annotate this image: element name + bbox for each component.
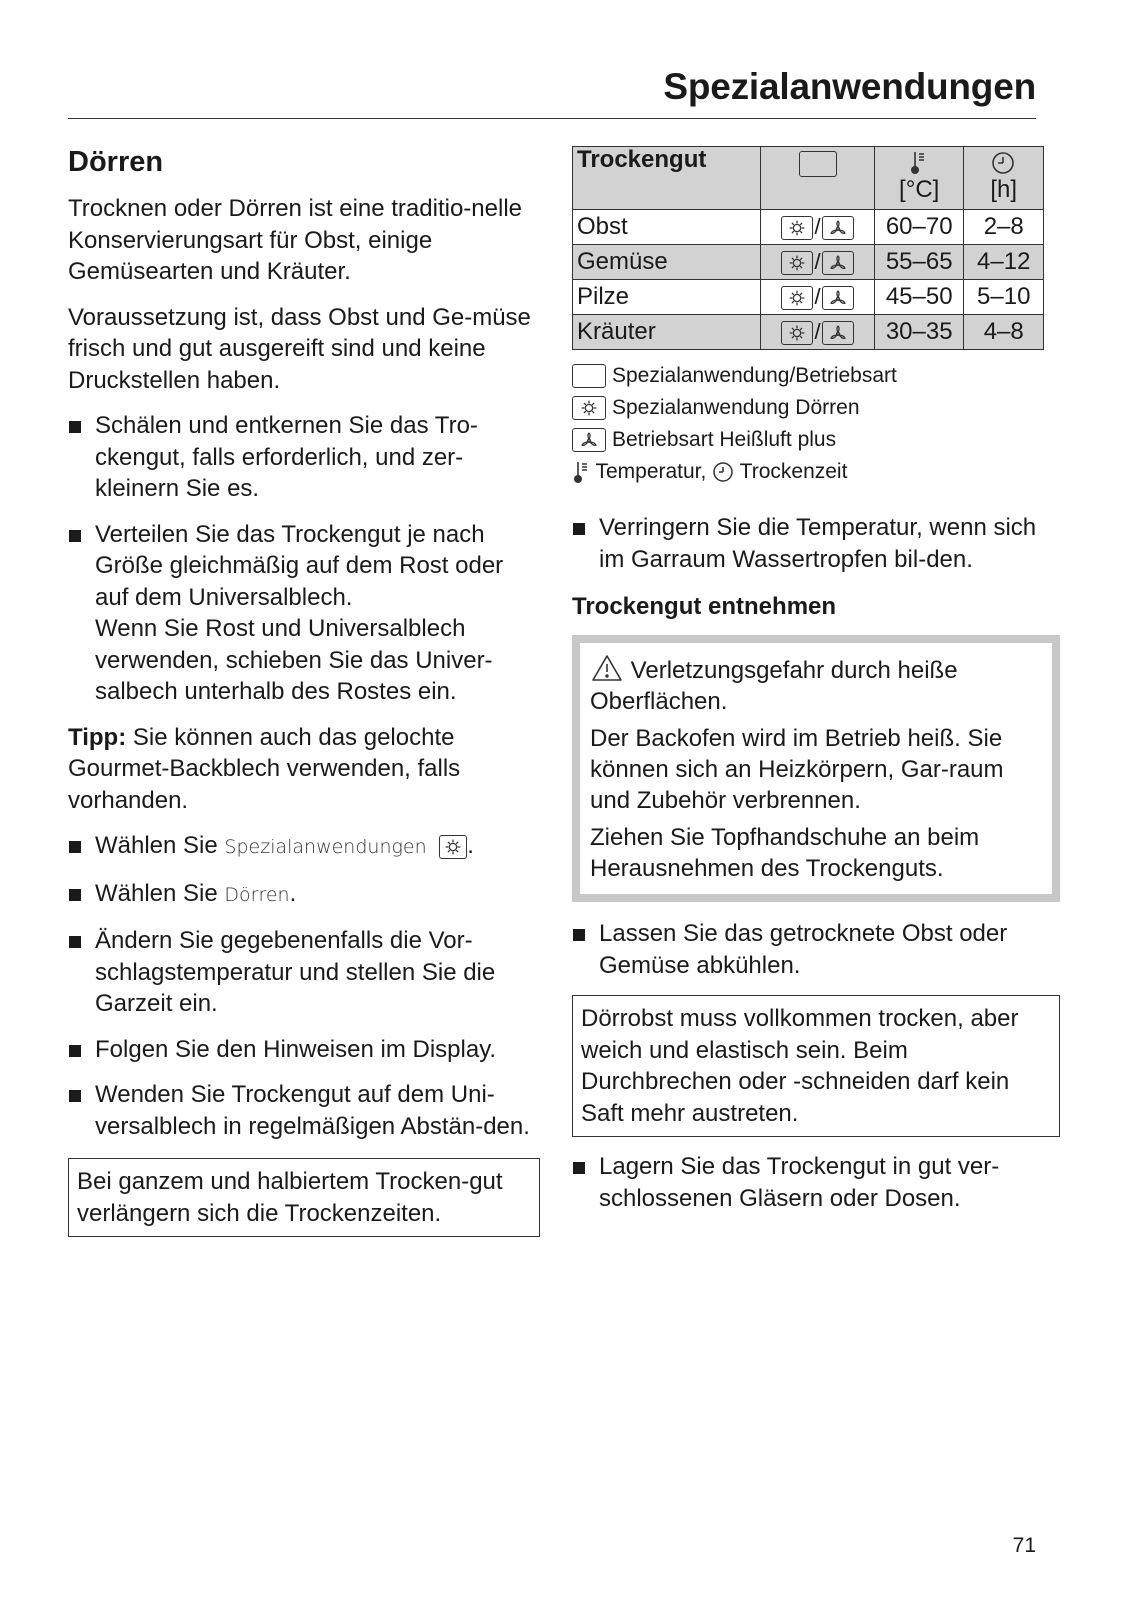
table-cell-time: 5–10	[964, 280, 1044, 315]
step-select-special	[68, 830, 540, 864]
table-cell-mode	[761, 315, 875, 350]
slash-separator: /	[814, 214, 821, 239]
slash-separator: /	[814, 284, 821, 309]
warning-text: Verletzungsgefahr durch heiße Oberflächen.	[590, 657, 958, 715]
subsection-title: Trockengut entnehmen	[572, 593, 837, 620]
step-peel: Schälen und entkernen Sie das Tro-ckengut, falls erforderlich, und zer-kleinern Sie es.	[68, 410, 540, 505]
drying-table	[572, 146, 1044, 350]
temp-unit: [°C]	[899, 176, 940, 203]
step-select-drying	[68, 878, 540, 912]
table-cell-mode	[761, 210, 875, 245]
table-cell-food: Kräuter	[573, 315, 761, 350]
fan-plus-icon	[822, 216, 854, 240]
fan-plus-icon	[822, 321, 854, 345]
step-distribute-note: Wenn Sie Rost und Universalblech verwenden, schieben Sie das Univer-salbech unterhalb des Rostes ein.	[95, 615, 493, 705]
fan-plus-icon	[822, 286, 854, 310]
intro-paragraph: Trocknen oder Dörren ist eine traditio-nelle Konservierungsart für Obst, einige Gemüsearten und Kräuter.	[68, 195, 522, 285]
drying-icon	[572, 396, 606, 420]
display-text-drying: Dörren	[224, 883, 290, 906]
operating-mode-icon	[799, 151, 837, 177]
slash-separator: /	[814, 319, 821, 344]
warning-box	[572, 635, 1060, 902]
table-row	[573, 210, 1044, 245]
warning-icon	[590, 653, 624, 683]
warning-text: Ziehen Sie Topfhandschuhe an beim Herausnehmen des Trockenguts.	[590, 824, 980, 882]
table-cell-temp: 60–70	[874, 210, 964, 245]
table-header-mode	[761, 147, 875, 210]
step-distribute	[68, 519, 540, 708]
fan-plus-icon	[572, 428, 606, 452]
operating-mode-icon	[572, 364, 606, 388]
legend-text: Betriebsart Heißluft plus	[612, 428, 837, 451]
left-column	[68, 140, 540, 1251]
table-row	[573, 315, 1044, 350]
drying-icon	[781, 251, 813, 275]
table-header-temp	[874, 147, 964, 210]
table-cell-time: 4–8	[964, 315, 1044, 350]
drying-icon	[781, 286, 813, 310]
step-distribute-text: Verteilen Sie das Trockengut je nach Größe gleichmäßig auf dem Rost oder auf dem Universalblech.	[95, 520, 504, 611]
step-store: Lagern Sie das Trockengut in gut ver-schlossenen Gläsern oder Dosen.	[572, 1151, 1060, 1214]
table-header-row	[573, 147, 1044, 210]
right-column	[572, 143, 1060, 1228]
fan-plus-icon	[822, 251, 854, 275]
table-cell-food: Obst	[573, 210, 761, 245]
table-row	[573, 245, 1044, 280]
warning-text: Der Backofen wird im Betrieb heiß. Sie können sich an Heizkörpern, Gar-raum und Zubehör verbrennen.	[590, 725, 1004, 814]
step-reduce-temp: Verringern Sie die Temperatur, wenn sich im Garraum Wassertropfen bil-den.	[572, 512, 1060, 575]
step-text: Wählen Sie	[95, 879, 225, 907]
page-number: 71	[1012, 1534, 1036, 1557]
legend-item	[572, 424, 1060, 456]
clock-icon	[968, 147, 1039, 177]
table-header-time	[964, 147, 1044, 210]
drying-icon	[781, 216, 813, 240]
thermometer-icon	[572, 459, 590, 485]
clock-icon	[712, 461, 734, 483]
legend-item	[572, 392, 1060, 424]
legend-text: Temperatur,	[595, 460, 707, 483]
tip-label: Tipp:	[68, 723, 127, 751]
step-text: Wählen Sie	[95, 832, 225, 859]
legend-text: Trockenzeit	[739, 460, 848, 483]
requirement-paragraph: Voraussetzung ist, dass Obst und Ge-müse frisch und gut ausgereift sind und keine Druckstellen haben.	[68, 303, 531, 394]
table-cell-mode	[761, 245, 875, 280]
step-turn: Wenden Sie Trockengut auf dem Uni-versalblech in regelmäßigen Abstän-den.	[68, 1079, 540, 1142]
drying-icon	[439, 835, 467, 859]
table-cell-time: 4–12	[964, 245, 1044, 280]
step-cool-down: Lassen Sie das getrocknete Obst oder Gemüse abkühlen.	[572, 918, 1060, 981]
table-cell-temp: 30–35	[874, 315, 964, 350]
thermometer-icon	[879, 147, 960, 177]
note-box-drying-time: Bei ganzem und halbiertem Trocken-gut verlängern sich die Trockenzeiten.	[68, 1158, 540, 1237]
header-divider	[68, 118, 1036, 119]
table-cell-mode	[761, 280, 875, 315]
legend-text: Spezialanwendung Dörren	[612, 396, 860, 419]
display-text-special: Spezialanwendungen	[224, 836, 427, 858]
table-cell-temp: 45–50	[874, 280, 964, 315]
drying-icon	[781, 321, 813, 345]
tip-paragraph	[68, 722, 540, 817]
slash-separator: /	[814, 249, 821, 274]
time-unit: [h]	[990, 176, 1018, 203]
note-box-dried-fruit: Dörrobst muss vollkommen trocken, aber weich und elastisch sein. Beim Durchbrechen oder -schneiden darf kein Saft mehr austreten.	[572, 995, 1060, 1137]
page-header-title: Spezialanwendungen	[663, 66, 1036, 107]
step-suffix: .	[467, 832, 474, 859]
table-cell-temp: 55–65	[874, 245, 964, 280]
warning-heading	[590, 653, 1042, 717]
legend-item	[572, 456, 1060, 488]
table-legend	[572, 360, 1060, 488]
step-follow-display: Folgen Sie den Hinweisen im Display.	[68, 1034, 540, 1066]
table-cell-food: Gemüse	[573, 245, 761, 280]
step-suffix: .	[289, 879, 297, 907]
legend-text: Spezialanwendung/Betriebsart	[612, 364, 897, 387]
tip-text: Sie können auch das gelochte Gourmet-Backblech verwenden, falls vorhanden.	[68, 723, 461, 814]
table-cell-time: 2–8	[964, 210, 1044, 245]
table-row	[573, 280, 1044, 315]
legend-item	[572, 360, 1060, 392]
table-header-food: Trockengut	[573, 147, 761, 210]
step-adjust-temp: Ändern Sie gegebenenfalls die Vor-schlagstemperatur und stellen Sie die Garzeit ein.	[68, 925, 540, 1020]
section-title: Dörren	[68, 146, 164, 178]
table-cell-food: Pilze	[573, 280, 761, 315]
